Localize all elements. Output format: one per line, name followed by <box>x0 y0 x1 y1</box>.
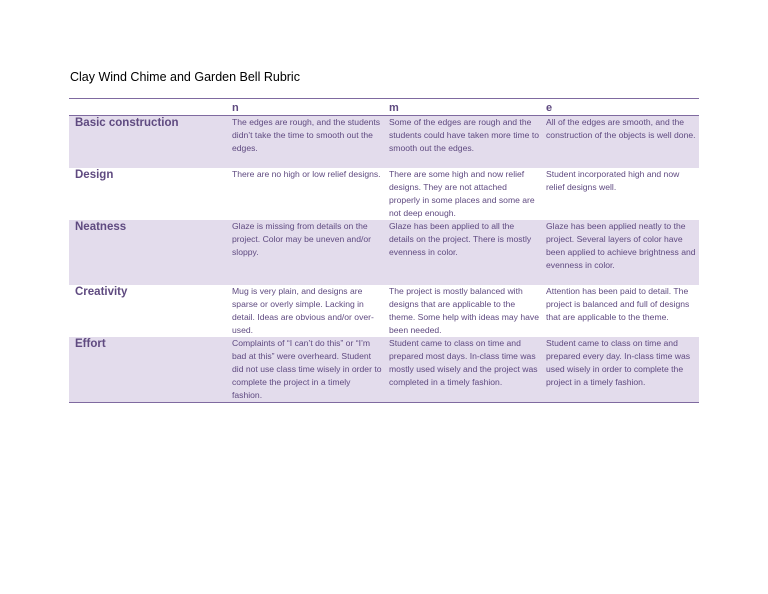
header-row <box>69 99 699 116</box>
header-e: e <box>542 99 699 116</box>
criterion-label: Effort <box>69 337 228 403</box>
row-basic-construction <box>69 116 699 168</box>
cell-n: Complaints of “I can’t do this” or “I’m bad at this” were overheard. Student did not use class time wisely in order to complete the project in a timely fashion. <box>228 337 385 403</box>
cell-n: The edges are rough, and the students didn’t take the time to smooth out the edges. <box>228 116 385 168</box>
cell-n: Glaze is missing from details on the project. Color may be uneven and/or sloppy. <box>228 220 385 285</box>
header-criterion <box>69 99 228 116</box>
page-title: Clay Wind Chime and Garden Bell Rubric <box>70 70 300 84</box>
cell-m: Student came to class on time and prepared most days. In-class time was mostly used wisely and the project was completed in a timely fashion. <box>385 337 542 403</box>
header-n: n <box>228 99 385 116</box>
cell-m: Some of the edges are rough and the students could have taken more time to smooth out the edges. <box>385 116 542 168</box>
cell-e: Student incorporated high and now relief designs well. <box>546 168 680 192</box>
row-neatness <box>69 220 699 285</box>
criterion-label: Design <box>75 168 114 181</box>
cell-e: Attention has been paid to detail. The project is balanced and full of designs that are applicable to the theme. <box>546 285 690 322</box>
cell-m: Glaze has been applied to all the details on the project. There is mostly evenness in color. <box>385 220 542 285</box>
rubric-table <box>69 98 699 403</box>
criterion-label: Creativity <box>75 285 128 298</box>
row-effort <box>69 337 699 403</box>
cell-m: There are some high and now relief designs. They are not attached properly in some places and some are not deep enough. <box>389 168 535 218</box>
cell-n: Mug is very plain, and designs are sparse or overly simple. Lacking in detail. Ideas are obvious and/or over-used. <box>232 285 374 335</box>
cell-e: Student came to class on time and prepared every day. In-class time was used wisely in order to complete the project in a timely fashion. <box>542 337 699 403</box>
cell-n: There are no high or low relief designs. <box>232 168 381 179</box>
cell-m: The project is mostly balanced with designs that are applicable to the theme. Some help with ideas may have been needed. <box>389 285 539 335</box>
header-m: m <box>385 99 542 116</box>
row-creativity <box>69 285 699 337</box>
criterion-label: Basic construction <box>69 116 228 168</box>
cell-e: All of the edges are smooth, and the construction of the objects is well done. <box>542 116 699 168</box>
row-design <box>69 168 699 220</box>
criterion-label: Neatness <box>69 220 228 285</box>
cell-e: Glaze has been applied neatly to the project. Several layers of color have been applied to achieve brightness and evenness in color. <box>542 220 699 285</box>
